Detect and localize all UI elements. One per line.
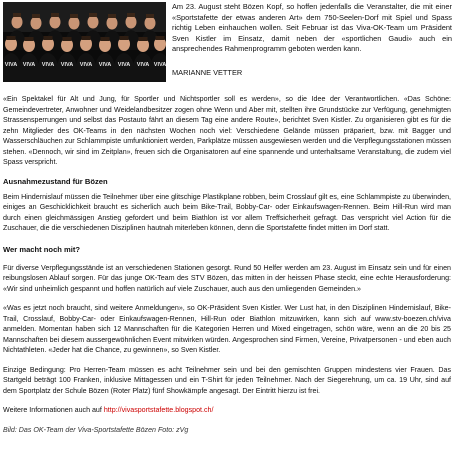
lead-paragraph: Am 23. August steht Bözen Kopf, so hoffen jedenfalls die Veranstalter, die mit einer «Sportstafette der etwas anderen Art» dem 750-Seelen-Dorf mit Spiel und Spass richtig Leben einhauchen wollen. Seit Februar ist das Viva-OK-Team um Präsident Sven Kistler im Einsatz, damit neben der «sportlichen Gaudi» auch ein ansprechendes Rahmenprogramm geboten werden kann. xyxy=(172,2,452,54)
article-body xyxy=(3,94,451,435)
svg-text:VIVA: VIVA xyxy=(22,62,36,68)
paragraph-registration: «Was es jetzt noch braucht, sind weitere Anmeldungen», so OK-Präsident Sven Kistler. Wer Lust hat, in den Disziplinen Hindernislauf, Bike-Trail, Crosslauf, Bobby-Car- oder Einkaufswagen-Rennen, Hill-Run oder Biathlon mitzuwirken, kann sich auf www.stv-boezen.ch/viva anmelden. Momentan haben sich 12 Mannschaften für die Kategorien Herren und Mixed eingetragen, schön wäre, wenn an die 20 bis 25 Mannschaften bei diesem aussergewöhnlichen Event mitwirken würden. Angesprochen sind Firmen, Vereine, Privatpersonen - und eben auch Nichtathleten. «Jeder hat die Chance, zu gewinnen», so Sven Kistler. xyxy=(3,304,451,354)
svg-text:VIVA: VIVA xyxy=(117,62,131,68)
svg-text:VIVA: VIVA xyxy=(4,62,18,68)
heading-ausnahmezustand: Ausnahmezustand für Bözen xyxy=(3,176,108,186)
info-line xyxy=(3,405,451,416)
svg-text:VIVA: VIVA xyxy=(136,62,150,68)
svg-text:VIVA: VIVA xyxy=(41,62,55,68)
svg-text:VIVA: VIVA xyxy=(79,62,93,68)
info-prefix: Weitere Informationen auch auf xyxy=(3,406,104,414)
paragraph-intro: «Ein Spektakel für Alt und Jung, für Sportler und Nichtsportler soll es werden», so die Idee der Verantwortlichen. «Das Schöne: Gemeindevertreter, Anwohner und Weidelandbesitzer zogen ohne Wenn und Aber mit, stellten ihre Grundstücke zur Verfügung, genehmigten Strassensperrungen und selbst das Postauto fährt an diesem Tag eine andere Route», berichtet Sven Kistler. Zu organisieren gibt es für die zehn Mitglieder des OK-Teams in den nächsten Wochen noch viel: Verschiedene Gelände müssen präpariert, bzw. mit Bagger und Wasserschläuchen zur Schlammpiste umfunktioniert werden, Parkplätze müssen ausgewiesen werden und die Verpflegungsstationen müssen stehen. «Dennoch, wir sind im Zeitplan», freuen sich die Organisatoren auf eine spannende und unterhaltsame Veranstaltung, die zudem viel Spass verspricht. xyxy=(3,95,451,166)
author-name: MARIANNE VETTER xyxy=(172,68,243,77)
svg-text:VIVA: VIVA xyxy=(153,62,166,68)
svg-text:VIVA: VIVA xyxy=(98,62,112,68)
heading-wer-macht-mit: Wer macht noch mit? xyxy=(3,244,81,254)
photo-caption: Bild: Das OK-Team der Viva-Sportstafette Bözen Foto: zVg xyxy=(3,425,189,434)
blog-link[interactable]: http://vivasportstafette.blogspot.ch/ xyxy=(103,406,214,414)
paragraph-conditions: Einzige Bedingung: Pro Herren-Team müssen es acht Teilnehmer sein und bei den gemischten Gruppen mindestens vier Frauen. Das Startgeld beträgt 100 Franken, inklusive Mittagessen und ein T-Shirt für jeden Teilnehmer. Nach der Siegerehrung, um ca. 19 Uhr, sind auf dem Sportplatz der Schule Bözen (Roter Platz) fünf Showkämpfe angesagt. Der Eintritt hierzu ist frei. xyxy=(3,365,451,395)
svg-text:VIVA: VIVA xyxy=(60,62,74,68)
paragraph-catering: Für diverse Verpflegungsstände ist an verschiedenen Stationen gesorgt. Rund 50 Helfer werden am 23. August im Einsatz sein und für einen reibungslosen Ablauf sorgen. Für das junge OK-Team des STV Bözen, das mitten in der heissen Phase steckt, eine echte Herausforderung: «Wir sind unheimlich gespannt und hoffen natürlich auf viele Zuschauer, auch aus den umliegenden Gemeinden.» xyxy=(3,263,451,293)
paragraph-disciplines: Beim Hindernislauf müssen die Teilnehmer über eine glitschige Plastikplane robben, beim Crosslauf gilt es, eine Schlammpiste zu überwinden, einiges an Geschicklichkeit braucht es sicherlich auch beim Bike-Trail, Bobby-Car- oder Einkaufswagen-Rennen. Beim Hill-Run wird man durch einen gleichmässigen Anstieg gefordert und beim Biathlon ist vor allem Treffsicherheit gefragt. Das verspricht viel Action für die Zuschauer, die die verschiedenen Disziplinen hautnah miterleben können, denn die Sportstafette findet mitten im Dorf statt. xyxy=(3,192,451,232)
team-photo-image xyxy=(3,2,166,82)
team-photo xyxy=(3,2,166,82)
